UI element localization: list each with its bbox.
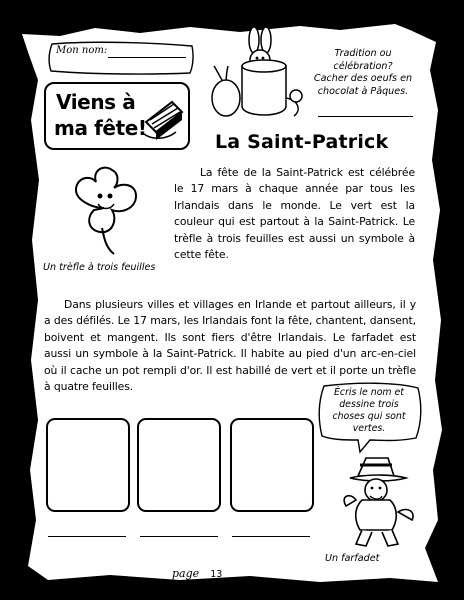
party-badge <box>44 82 190 150</box>
instruction-text <box>322 387 416 435</box>
question-line-3: Cacher des oeufs en <box>313 73 413 84</box>
drawing-box-3[interactable] <box>230 418 314 512</box>
paragraph-2: Dans plusieurs villes et villages en Irlande et partout ailleurs, il y a des défilés. Le 17 mars, les Irlandais font la fête, chantent, dansent, boivent et mangent. Ils sont fiers d'être Irlandais. Le farfadet est aussi un symbole à la Saint-Patrick. Il habite au pied d'un arc-en-ciel où il cache un pot rempli d'or. Il est habillé de vert et il porte un trèfle à quatre feuilles. <box>44 298 416 394</box>
leprechaun-illustration <box>336 456 420 550</box>
drawing-box-1[interactable] <box>46 418 130 512</box>
page-footer <box>172 562 222 581</box>
question-line-2: célébration? <box>333 60 393 72</box>
instruction-line-4: vertes. <box>352 423 386 434</box>
question-answer-line[interactable] <box>318 116 413 117</box>
answer-line-1[interactable] <box>48 536 126 537</box>
page-title: La Saint-Patrick <box>215 131 389 153</box>
badge-line-2: ma fête! <box>54 116 147 140</box>
leprechaun-caption: Un farfadet <box>325 553 380 564</box>
name-input-line[interactable] <box>108 57 186 58</box>
answer-line-3[interactable] <box>232 536 310 537</box>
answer-line-2[interactable] <box>140 536 218 537</box>
cake-slice-icon <box>142 96 188 142</box>
name-box <box>46 40 196 76</box>
page-number: 13 <box>210 569 223 580</box>
clover-illustration <box>64 162 148 258</box>
instruction-line-3: choses qui sont <box>332 411 406 422</box>
paragraph-1: La fête de la Saint-Patrick est célébrée le 17 mars à chaque année par tous les Irlandais dans le monde. Le vert est la couleur qui est partout à la Saint-Patrick. Le trèfle à trois feuilles est aussi un symbole à cette fête. <box>174 166 415 262</box>
bunny-illustration <box>206 26 306 126</box>
name-label: Mon nom: <box>56 45 108 56</box>
clover-caption: Un trèfle à trois feuilles <box>43 262 156 273</box>
instruction-line-2: dessine trois <box>339 399 399 410</box>
question-line-1: Tradition ou <box>334 48 392 59</box>
tradition-question <box>303 48 423 98</box>
drawing-box-2[interactable] <box>137 418 221 512</box>
badge-line-1: Viens à <box>56 90 136 114</box>
question-line-4: chocolat à Pâques. <box>317 85 409 97</box>
page-label: page <box>172 567 200 580</box>
instruction-line-1: Écris le nom et <box>334 387 404 398</box>
